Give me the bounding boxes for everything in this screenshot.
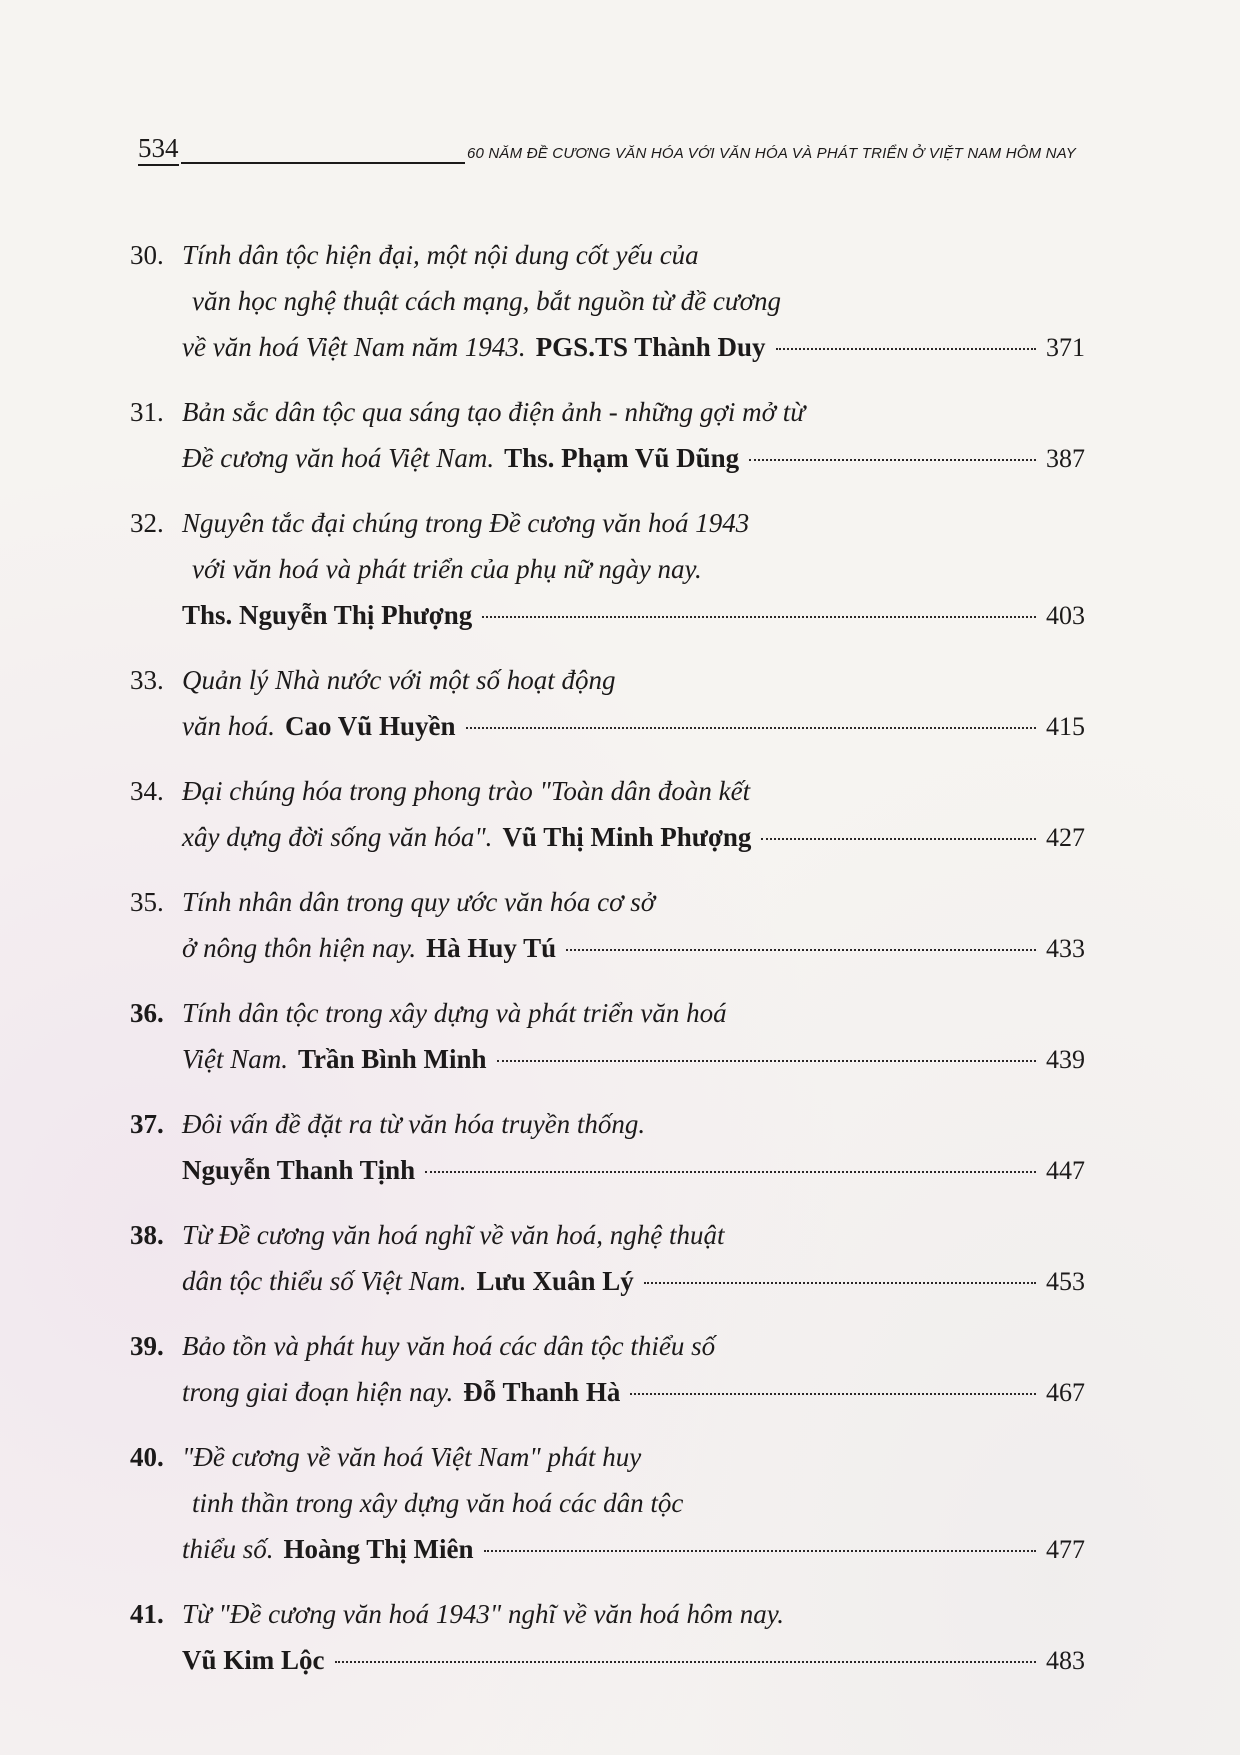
entry-title: Việt Nam.	[182, 1044, 288, 1074]
toc-line	[130, 990, 1085, 1036]
toc-line	[130, 500, 1085, 546]
toc-line-final	[130, 1526, 1085, 1573]
page-header	[138, 124, 1076, 166]
dot-leader	[749, 459, 1036, 461]
toc-line	[130, 546, 1085, 592]
entry-title: trong giai đoạn hiện nay.	[182, 1377, 454, 1407]
entry-number: 34.	[130, 776, 164, 806]
entry-author: Hoàng Thị Miên	[283, 1534, 474, 1564]
entry-page-number: 433	[1046, 934, 1085, 963]
dot-leader	[335, 1661, 1036, 1663]
toc-entry	[130, 1323, 1085, 1416]
entry-author: Cao Vũ Huyền	[284, 711, 456, 741]
dot-leader	[644, 1282, 1036, 1284]
entry-number: 39.	[130, 1331, 164, 1361]
entry-title: Đề cương văn hoá Việt Nam.	[182, 443, 495, 473]
toc-line-final	[130, 324, 1085, 371]
entry-page-number: 439	[1046, 1045, 1085, 1074]
entry-page-number: 387	[1046, 444, 1085, 473]
entry-title: Đôi vấn đề đặt ra từ văn hóa truyền thống.	[182, 1109, 646, 1139]
toc-line	[130, 232, 1085, 278]
entry-title: Quản lý Nhà nước với một số hoạt động	[182, 665, 616, 695]
toc-line-final	[130, 592, 1085, 639]
entry-author: Ths. Nguyễn Thị Phượng	[182, 600, 473, 630]
toc-line-final	[130, 814, 1085, 861]
entry-number: 30.	[130, 240, 164, 270]
entry-title: văn học nghệ thuật cách mạng, bắt nguồn từ đề cương	[192, 286, 782, 316]
entry-title: Bản sắc dân tộc qua sáng tạo điện ảnh - những gợi mở từ	[182, 397, 805, 427]
entry-title: dân tộc thiểu số Việt Nam.	[182, 1266, 467, 1296]
entry-number: 41.	[130, 1599, 164, 1629]
entry-title: tinh thần trong xây dựng văn hoá các dân tộc	[192, 1488, 684, 1518]
toc-line	[130, 1101, 1085, 1147]
toc-line	[130, 879, 1085, 925]
dot-leader	[761, 838, 1036, 840]
entry-title: ở nông thôn hiện nay.	[182, 933, 417, 963]
toc-line	[130, 657, 1085, 703]
entry-number: 40.	[130, 1442, 164, 1472]
entry-number: 31.	[130, 397, 164, 427]
toc-line-final	[130, 1258, 1085, 1305]
entry-title: Đại chúng hóa trong phong trào "Toàn dân đoàn kết	[182, 776, 751, 806]
entry-title: Từ "Đề cương văn hoá 1943" nghĩ về văn hoá hôm nay.	[182, 1599, 784, 1629]
toc-entry	[130, 232, 1085, 371]
toc-line-final	[130, 1147, 1085, 1194]
entry-page-number: 453	[1046, 1267, 1085, 1296]
dot-leader	[425, 1171, 1036, 1173]
entry-title: Tính dân tộc trong xây dựng và phát triển văn hoá	[182, 998, 727, 1028]
toc-entry	[130, 1434, 1085, 1573]
entry-author: Đỗ Thanh Hà	[463, 1377, 621, 1407]
entry-number: 36.	[130, 998, 164, 1028]
dot-leader	[482, 616, 1036, 618]
toc-line-final	[130, 1637, 1085, 1684]
toc-line	[130, 768, 1085, 814]
entry-page-number: 467	[1046, 1378, 1085, 1407]
toc-entry	[130, 1101, 1085, 1194]
header-rule	[181, 161, 465, 164]
toc-entry	[130, 1591, 1085, 1684]
entry-title: với văn hoá và phát triển của phụ nữ ngày nay.	[192, 554, 702, 584]
entry-author: Ths. Phạm Vũ Dũng	[504, 443, 740, 473]
dot-leader	[776, 348, 1036, 350]
entry-title: Từ Đề cương văn hoá nghĩ về văn hoá, nghệ thuật	[182, 1220, 725, 1250]
entry-number: 35.	[130, 887, 164, 917]
entry-number: 37.	[130, 1109, 164, 1139]
toc-line	[130, 1323, 1085, 1369]
toc-entry	[130, 500, 1085, 639]
dot-leader	[484, 1550, 1036, 1552]
toc-line	[130, 1591, 1085, 1637]
toc-line-final	[130, 925, 1085, 972]
toc-line	[130, 1480, 1085, 1526]
entry-title: Nguyên tắc đại chúng trong Đề cương văn hoá 1943	[182, 508, 750, 538]
entry-author: Vũ Thị Minh Phượng	[502, 822, 752, 852]
entry-author: Lưu Xuân Lý	[476, 1266, 634, 1296]
entry-page-number: 371	[1046, 333, 1085, 362]
entry-author: PGS.TS Thành Duy	[535, 332, 766, 362]
toc-entry	[130, 879, 1085, 972]
toc-entry	[130, 389, 1085, 482]
toc-entry	[130, 768, 1085, 861]
entry-author: Hà Huy Tú	[426, 933, 557, 963]
entry-page-number: 483	[1046, 1646, 1085, 1675]
running-title: 60 NĂM ĐỀ CƯƠNG VĂN HÓA VỚI VĂN HÓA VÀ PHÁT TRIỂN Ở VIỆT NAM HÔM NAY	[466, 145, 1076, 162]
entry-number: 33.	[130, 665, 164, 695]
entry-page-number: 447	[1046, 1156, 1085, 1185]
entry-title: Bảo tồn và phát huy văn hoá các dân tộc thiểu số	[182, 1331, 716, 1361]
toc-line	[130, 278, 1085, 324]
entry-title: Tính dân tộc hiện đại, một nội dung cốt yếu của	[182, 240, 699, 270]
entry-title: về văn hoá Việt Nam năm 1943.	[182, 332, 526, 362]
toc-entry	[130, 657, 1085, 750]
entry-title: văn hoá.	[182, 711, 275, 741]
page-number: 534	[138, 135, 179, 166]
entry-number: 32.	[130, 508, 164, 538]
entry-page-number: 427	[1046, 823, 1085, 852]
dot-leader	[566, 949, 1036, 951]
toc-entry	[130, 1212, 1085, 1305]
entry-title: Tính nhân dân trong quy ước văn hóa cơ sở	[182, 887, 656, 917]
toc-line	[130, 1434, 1085, 1480]
entry-page-number: 403	[1046, 601, 1085, 630]
entry-author: Trần Bình Minh	[297, 1044, 487, 1074]
toc-line-final	[130, 1369, 1085, 1416]
toc-entry	[130, 990, 1085, 1083]
entry-number: 38.	[130, 1220, 164, 1250]
entry-title: "Đề cương về văn hoá Việt Nam" phát huy	[182, 1442, 642, 1472]
toc-line-final	[130, 1036, 1085, 1083]
toc-line-final	[130, 435, 1085, 482]
entry-title: thiểu số.	[182, 1534, 274, 1564]
entry-author: Vũ Kim Lộc	[182, 1645, 325, 1675]
entry-page-number: 415	[1046, 712, 1085, 741]
table-of-contents	[130, 232, 1085, 1702]
entry-title: xây dựng đời sống văn hóa".	[182, 822, 493, 852]
dot-leader	[466, 727, 1036, 729]
toc-line	[130, 389, 1085, 435]
dot-leader	[497, 1060, 1036, 1062]
dot-leader	[630, 1393, 1036, 1395]
entry-page-number: 477	[1046, 1535, 1085, 1564]
toc-line	[130, 1212, 1085, 1258]
entry-author: Nguyễn Thanh Tịnh	[182, 1155, 416, 1185]
toc-line-final	[130, 703, 1085, 750]
